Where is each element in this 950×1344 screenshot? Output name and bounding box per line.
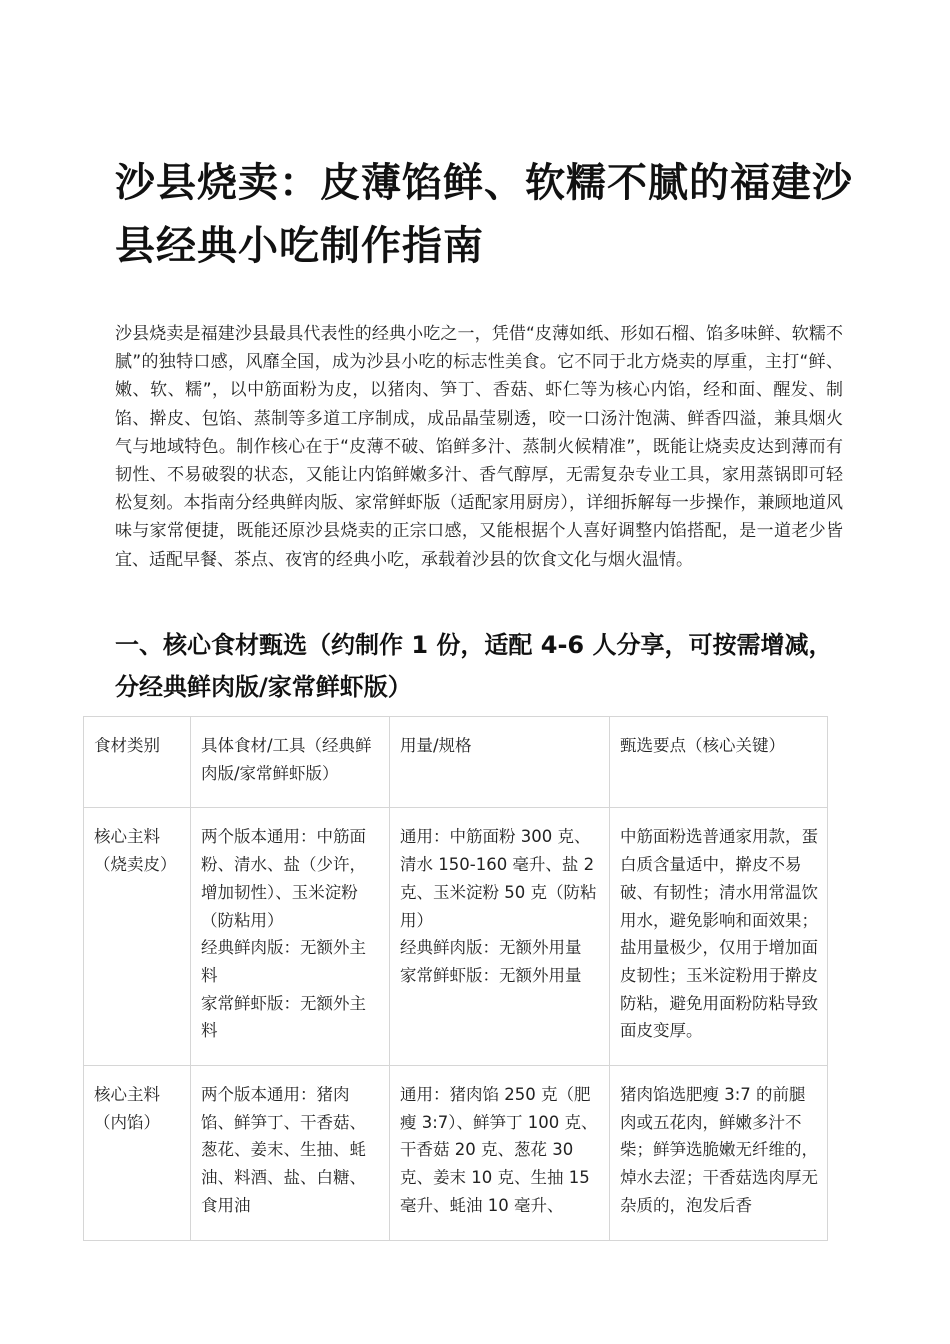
cell-line: 家常鲜虾版：无额外主料 — [201, 993, 366, 1041]
cell-category: 核心主料（内馅） — [84, 1066, 191, 1241]
header-cell-category: 食材类别 — [84, 717, 191, 808]
cell-line: 经典鲜肉版：无额外主料 — [201, 938, 366, 985]
cell-notes: 猪肉馅选肥瘦 3:7 的前腿肉或五花肉，鲜嫩多汁不柴；鲜笋选脆嫩无纤维的，焯水去涩；干香菇选肉厚无杂质的，泡发后香 — [610, 1066, 828, 1241]
cell-line: 两个版本通用：猪肉馅、鲜笋丁、干香菇、葱花、姜末、生抽、蚝油、料酒、盐、白糖、食用油 — [201, 1085, 366, 1215]
cell-line: 经典鲜肉版：无额外用量 — [400, 938, 582, 958]
table-header-row — [84, 717, 828, 808]
table-row — [84, 808, 828, 1066]
cell-category: 核心主料（烧卖皮） — [84, 808, 191, 1066]
cell-items — [191, 1066, 390, 1241]
cell-line: 通用：猪肉馅 250 克（肥瘦 3:7）、鲜笋丁 100 克、干香菇 20 克、葱花 30 克、姜末 10 克、生抽 15 毫升、蚝油 10 毫升、 — [400, 1085, 598, 1215]
cell-line: 家常鲜虾版：无额外用量 — [400, 965, 582, 985]
header-cell-items: 具体食材/工具（经典鲜肉版/家常鲜虾版） — [191, 717, 390, 808]
cell-amount — [390, 808, 610, 1066]
document-title: 沙县烧卖：皮薄馅鲜、软糯不腻的福建沙县经典小吃制作指南 — [115, 160, 853, 269]
intro-paragraph: 沙县烧卖是福建沙县最具代表性的经典小吃之一，凭借“皮薄如纸、形如石榴、馅多味鲜、软糯不腻”的独特口感，风靡全国，成为沙县小吃的标志性美食。它不同于北方烧卖的厚重，主打“鲜、嫩、软、糯”，以中筋面粉为皮，以猪肉、笋丁、香菇、虾仁等为核心内馅，经和面、醒发、制馅、擀皮、包馅、蒸制等多道工序制成，成品晶莹剔透，咬一口汤汁饱满、鲜香四溢，兼具烟火气与地域特色。制作核心在于“皮薄不破、馅鲜多汁、蒸制火候精准”，既能让烧卖皮达到薄而有韧性、不易破裂的状态，又能让内馅鲜嫩多汁、香气醇厚，无需复杂专业工具，家用蒸锅即可轻松复刻。本指南分经典鲜肉版、家常鲜虾版（适配家用厨房），详细拆解每一步操作，兼顾地道风味与家常便捷，既能还原沙县烧卖的正宗口感，又能根据个人喜好调整内馅搭配，是一道老少皆宜、适配早餐、茶点、夜宵的经典小吃，承载着沙县的饮食文化与烟火温情。 — [115, 324, 843, 570]
cell-notes: 中筋面粉选普通家用款，蛋白质含量适中，擀皮不易破、有韧性；清水用常温饮用水，避免影响和面效果；盐用量极少，仅用于增加面皮韧性；玉米淀粉用于擀皮防粘，避免用面粉防粘导致面皮变厚。 — [610, 808, 828, 1066]
ingredients-table — [83, 716, 828, 1241]
cell-items — [191, 808, 390, 1066]
ingredients-table-container — [83, 716, 827, 1215]
cell-line: 两个版本通用：中筋面粉、清水、盐（少许，增加韧性）、玉米淀粉（防粘用） — [201, 827, 366, 930]
header-cell-amount: 用量/规格 — [390, 717, 610, 808]
cell-line: 通用：中筋面粉 300 克、清水 150-160 毫升、盐 2 克、玉米淀粉 50 克（防粘用） — [400, 827, 597, 930]
table-row — [84, 1066, 828, 1241]
header-cell-notes: 甄选要点（核心关键） — [610, 717, 828, 808]
cell-amount — [390, 1066, 610, 1241]
section-heading-ingredients: 一、核心食材甄选（约制作 1 份，适配 4-6 人分享，可按需增减，分经典鲜肉版/家常鲜虾版） — [115, 631, 833, 701]
